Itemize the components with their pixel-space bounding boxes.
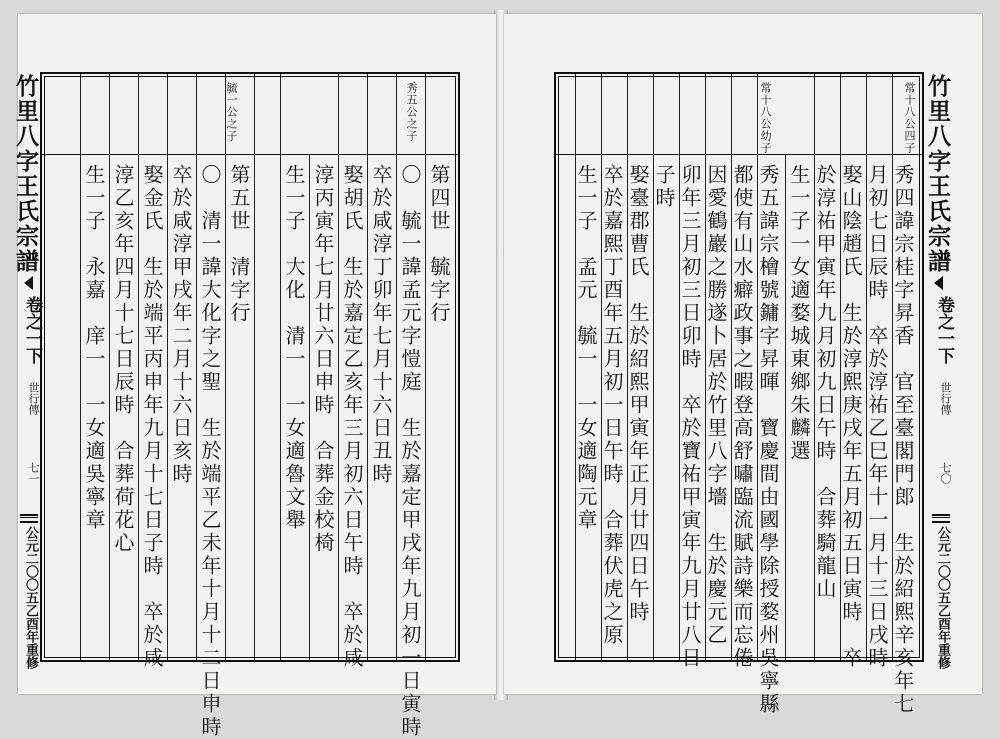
year-bars-right <box>932 514 950 523</box>
column-rule <box>627 74 628 660</box>
column-rule <box>309 154 310 660</box>
text-column: 娶臺郡曹氏 生於紹熙甲寅年正月廿四日午時 <box>626 164 650 624</box>
column-rule <box>575 74 576 660</box>
text-column: 生一子 大化 清一 一女適魯文舉 <box>282 164 306 532</box>
text-column: 第四世 毓字行 <box>427 164 451 325</box>
text-column: 因愛鶴巖之勝遂卜居於竹里八字墻 生於慶元乙 <box>704 164 728 647</box>
text-column: 生一子 永嘉 庠一 一女適吳寧章 <box>82 164 106 532</box>
column-rule <box>338 74 339 660</box>
column-rule <box>225 74 226 660</box>
column-rule <box>757 74 758 660</box>
text-column: 卒於嘉熙丁酉年五月初一日午時 合葬伏虎之原 <box>600 164 624 647</box>
column-rule <box>679 74 680 660</box>
column-rule <box>196 74 197 660</box>
column-rule <box>80 74 81 660</box>
text-column: 卯年三月初三日卯時 卒於寶祐甲寅年九月廿八日 <box>678 164 702 670</box>
book-title: 竹里八字王氏宗譜 <box>12 74 39 274</box>
column-rule <box>705 74 706 660</box>
section-label-left: 世行傳 <box>27 382 40 415</box>
column-rule <box>866 74 867 660</box>
right-header-band <box>556 74 922 155</box>
column-rule <box>892 74 893 660</box>
column-rule <box>601 74 602 660</box>
right-margin-strip <box>924 74 954 274</box>
text-column: 〇 清一諱大化字之聖 生於端平乙未年十月十二日申時 <box>198 164 222 739</box>
section-label-right: 世行傳 <box>939 382 952 415</box>
text-column: 月初七日辰時 卒於淳祐乙巳年十一月十三日戌時 <box>865 164 889 670</box>
column-rule <box>396 74 397 660</box>
volume-label-left: 卷之一下 <box>22 296 42 364</box>
column-rule <box>280 74 281 660</box>
column-rule <box>814 74 815 660</box>
text-column: 娶金氏 生於端平丙申年九月十七日子時 卒於咸 <box>140 164 164 670</box>
text-column: 於淳祐甲寅年九月初九日午時 合葬騎龍山 <box>813 164 837 601</box>
column-rule <box>254 74 255 660</box>
fishtail-mark <box>934 276 943 290</box>
text-column: 卒於咸淳丁卯年七月十六日丑時 <box>369 164 393 486</box>
text-column: 卒於咸淳甲戌年二月十六日亥時 <box>169 164 193 486</box>
left-margin-strip <box>12 74 42 274</box>
right-text-frame <box>554 72 924 716</box>
volume-label-right: 卷之一下 <box>934 296 954 364</box>
year-bars-left <box>20 514 38 523</box>
page-number-left: 七一 <box>27 462 40 484</box>
right-header-0: 常十八公四子 <box>903 82 916 154</box>
column-rule <box>167 74 168 660</box>
column-rule <box>138 74 139 660</box>
text-column: 〇 毓一諱孟元字愷庭 生於嘉定甲戌年九月初一日寅時 <box>398 164 422 739</box>
text-column: 娶胡氏 生於嘉定乙亥年三月初六日午時 卒於咸 <box>340 164 364 670</box>
text-column: 子時 <box>652 164 676 210</box>
column-rule <box>653 74 654 660</box>
text-column: 娶山陰趙氏 生於淳熙庚戌年五月初五日寅時 卒 <box>839 164 863 670</box>
text-column: 淳丙寅年七月廿六日申時 合葬金校椅 <box>311 164 335 555</box>
left-header-0: 毓一公之子 <box>225 82 238 142</box>
left-text-frame <box>40 72 460 739</box>
book-title-right: 竹里八字王氏宗譜 <box>924 74 951 274</box>
year-label-left: 公元二〇〇五乙酉年重修 <box>23 526 38 669</box>
text-column: 第五世 清字行 <box>227 164 251 325</box>
fishtail-mark <box>24 276 33 290</box>
column-rule <box>840 74 841 660</box>
column-rule <box>785 154 786 660</box>
column-rule <box>367 74 368 660</box>
page-number-right: 七〇 <box>939 462 952 484</box>
year-label-right: 公元二〇〇五乙酉年重修 <box>935 526 950 669</box>
left-header-band <box>42 74 458 155</box>
right-header-1: 常十八公幼子 <box>759 82 772 154</box>
text-column: 淳乙亥年四月十七日辰時 合葬荷花心 <box>111 164 135 555</box>
column-rule <box>425 74 426 660</box>
column-rule <box>109 74 110 660</box>
text-column: 秀四諱宗桂字昇香 官至臺閣門郎 生於紹熙辛亥年七 <box>891 164 915 716</box>
column-rule <box>731 74 732 660</box>
text-column: 生一子一女適婺城東鄉朱麟選 <box>787 164 811 463</box>
left-header-1: 秀五公之子 <box>405 82 418 142</box>
right-page <box>504 14 982 716</box>
left-page <box>12 14 496 739</box>
text-column: 生一子 孟元 毓一 一女適陶元章 <box>574 164 598 532</box>
text-column: 都使有山水癖政事之暇登高舒嘯臨流賦詩樂而忘倦 <box>730 164 754 670</box>
text-column: 秀五諱宗檜號鏞字昇暉 寶慶間由國學除授婺州吳寧縣 <box>756 164 780 716</box>
